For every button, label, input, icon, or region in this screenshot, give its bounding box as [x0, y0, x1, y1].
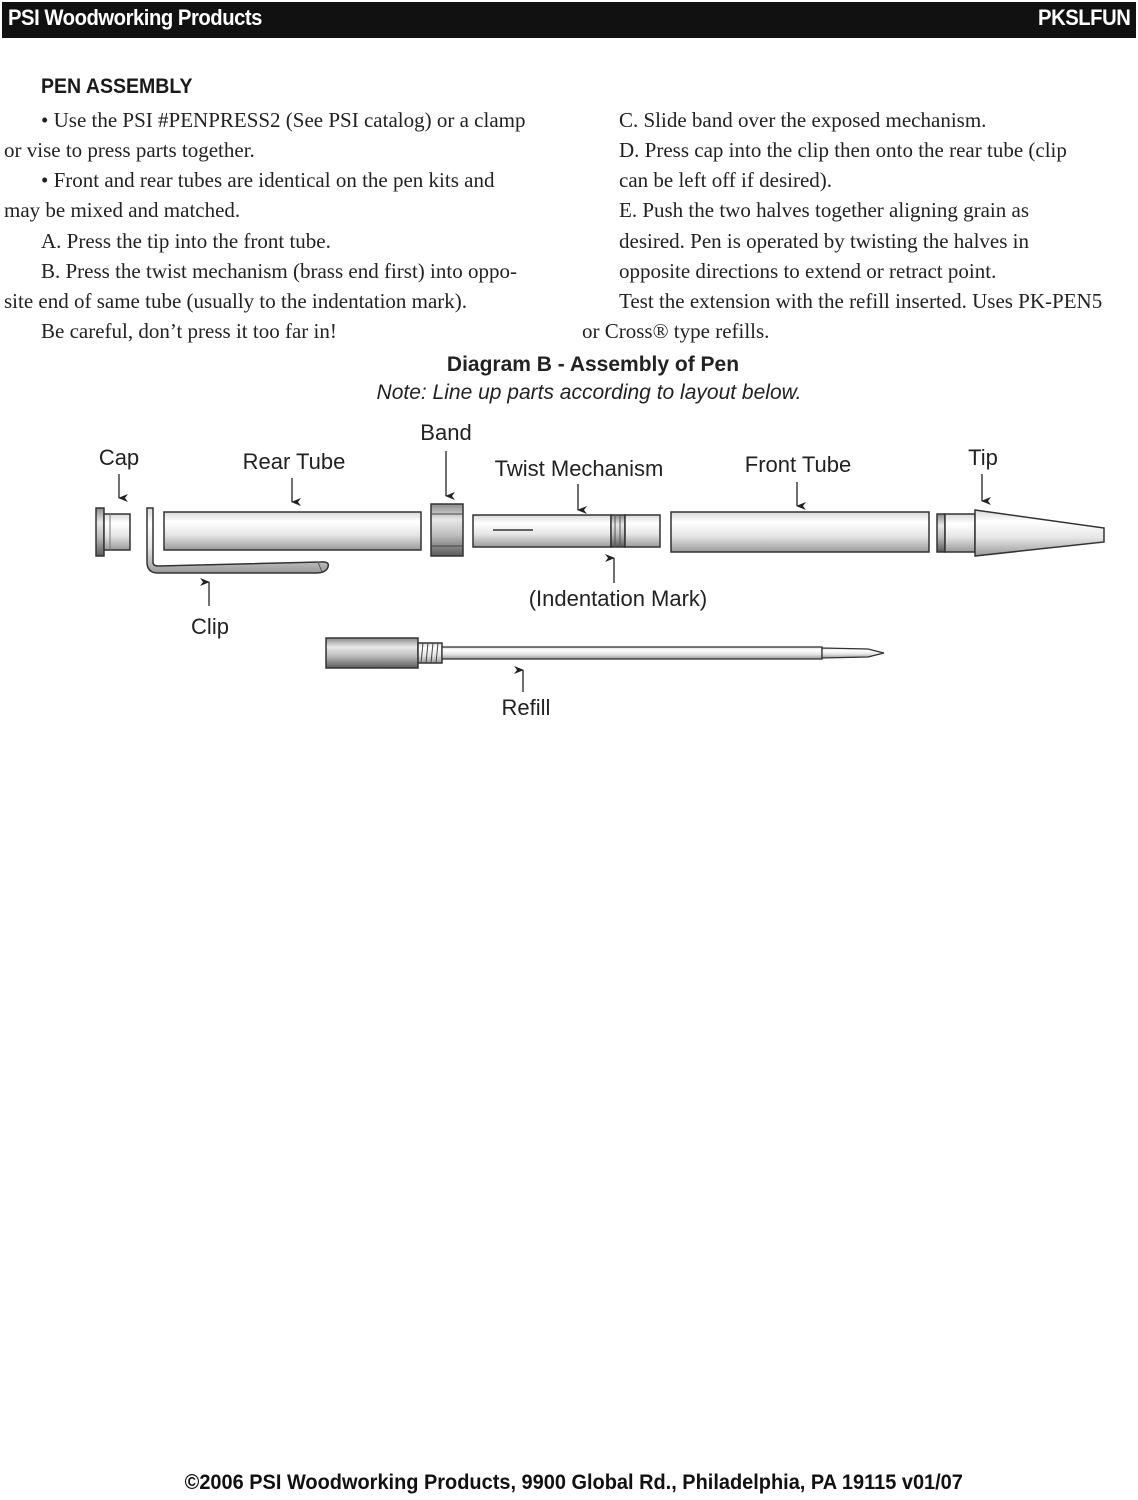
diagram-title: Diagram B - Assembly of Pen	[446, 353, 740, 376]
rear-tube-part	[164, 512, 421, 550]
product-code: PKSLFUN	[1037, 5, 1130, 30]
instruction-line: E. Push the two halves together aligning grain as	[619, 198, 1030, 222]
label-clip: Clip	[191, 614, 229, 639]
instruction-line: desired. Pen is operated by twisting the halves in	[619, 229, 1030, 253]
instruction-line: or vise to press parts together.	[4, 138, 255, 162]
instruction-line: may be mixed and matched.	[4, 198, 241, 222]
instruction-line: site end of same tube (usually to the indentation mark).	[4, 289, 468, 313]
label-twist-mechanism: Twist Mechanism	[494, 456, 664, 481]
label-tip: Tip	[968, 445, 998, 470]
cap-part	[96, 508, 130, 556]
footer-copyright: ©2006 PSI Woodworking Products, 9900 Global Rd., Philadelphia, PA 19115 v01/07	[184, 1471, 963, 1494]
label-cap: Cap	[98, 445, 140, 470]
label-band: Band	[420, 420, 472, 445]
instruction-line: A. Press the tip into the front tube.	[41, 229, 331, 253]
label-rear-tube: Rear Tube	[242, 449, 346, 474]
instruction-line: C. Slide band over the exposed mechanism.	[619, 108, 987, 132]
instruction-line: B. Press the twist mechanism (brass end first) into oppo-	[41, 259, 517, 283]
instruction-line: can be left off if desired).	[619, 168, 833, 192]
section-heading: PEN ASSEMBLY	[41, 75, 193, 98]
instruction-line: • Front and rear tubes are identical on the pen kits and	[41, 168, 495, 192]
instruction-line: or Cross® type refills.	[582, 319, 770, 343]
front-tube-part	[671, 512, 929, 552]
brand-name: PSI Woodworking Products	[8, 5, 262, 30]
instruction-line: Test the extension with the refill inserted. Uses PK-PEN5	[619, 289, 1103, 313]
twist-mechanism-part	[473, 515, 660, 547]
instruction-line: D. Press cap into the clip then onto the rear tube (clip	[619, 138, 1067, 162]
tip-part	[937, 510, 1104, 556]
band-part	[431, 504, 463, 556]
label-indentation-mark: (Indentation Mark)	[528, 586, 708, 611]
label-front-tube: Front Tube	[744, 452, 852, 477]
diagram-note: Note: Line up parts according to layout below.	[376, 381, 802, 404]
label-refill: Refill	[501, 695, 551, 720]
refill-part	[326, 638, 884, 668]
instruction-line: Be careful, don’t press it too far in!	[41, 319, 337, 343]
instruction-line: opposite directions to extend or retract point.	[619, 259, 997, 283]
instruction-line: • Use the PSI #PENPRESS2 (See PSI catalog) or a clamp	[41, 108, 526, 132]
